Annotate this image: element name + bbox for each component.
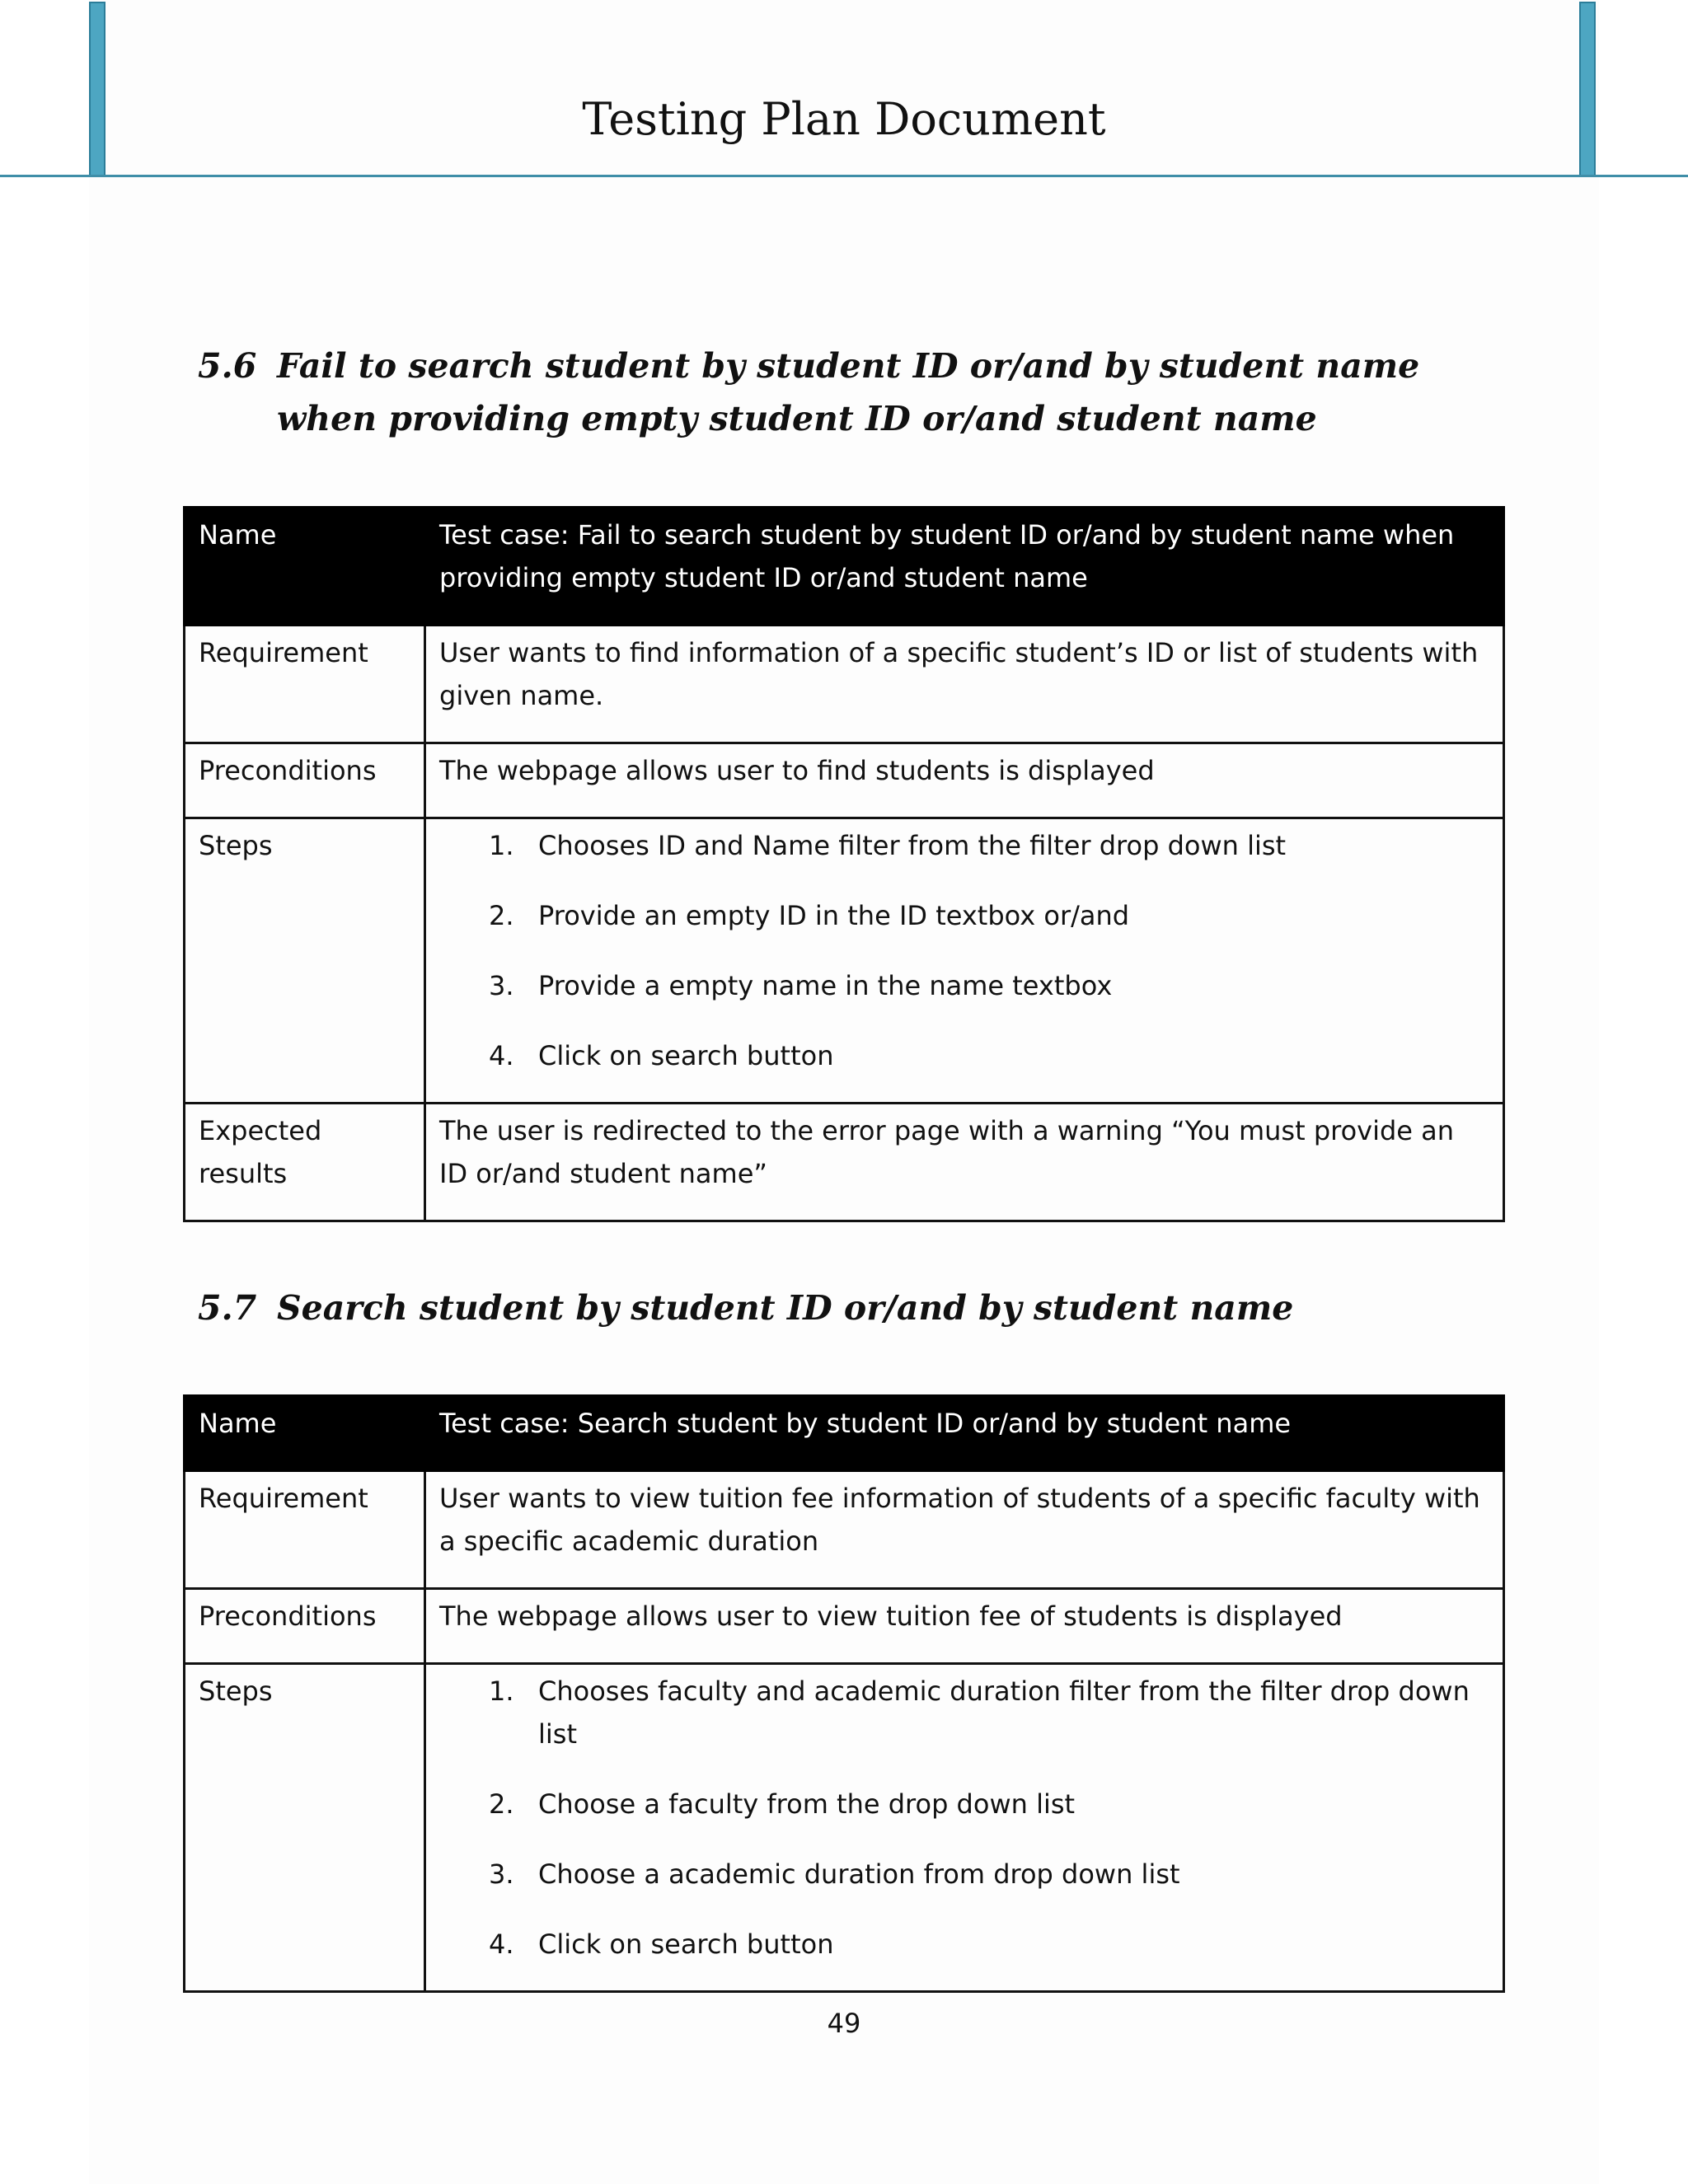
steps-value	[425, 818, 1504, 1104]
list-item	[439, 1783, 1489, 1825]
step-text: Provide an empty ID in the ID textbox or/and	[538, 900, 1130, 931]
table-row-expected-results	[185, 1104, 1504, 1221]
step-number: 1.	[489, 1675, 514, 1707]
table-row-preconditions	[185, 1589, 1504, 1664]
step-text: Provide a empty name in the name textbox	[538, 970, 1113, 1001]
steps-value	[425, 1664, 1504, 1992]
name-value: Test case: Fail to search student by student ID or/and by student name when providing empty student ID or/and student name	[425, 508, 1504, 626]
step-text: Choose a faculty from the drop down list	[538, 1788, 1076, 1820]
table-row-preconditions	[185, 743, 1504, 818]
document-header-title: Testing Plan Document	[582, 93, 1106, 145]
header-divider	[0, 175, 1688, 177]
list-item	[439, 824, 1489, 867]
table-row-name	[185, 508, 1504, 626]
name-value: Test case: Search student by student ID or/and by student name	[425, 1396, 1504, 1471]
step-number: 1.	[489, 830, 514, 861]
steps-list	[439, 824, 1489, 1077]
list-item	[439, 1670, 1489, 1755]
step-text: Click on search button	[538, 1040, 834, 1071]
step-number: 2.	[489, 1788, 514, 1820]
section-heading-5-6	[198, 340, 1484, 445]
header-accent-bar-right	[1579, 2, 1596, 176]
step-number: 3.	[489, 1858, 514, 1890]
expected-results-label: Expected results	[185, 1104, 425, 1221]
steps-list	[439, 1670, 1489, 1966]
test-case-table-5-7	[183, 1394, 1505, 1993]
list-item	[439, 1923, 1489, 1966]
section-heading-5-7	[198, 1282, 1484, 1334]
section-title: Fail to search student by student ID or/and by student name when providing empty student ID or/and student name	[277, 346, 1420, 438]
page-number: 49	[827, 2008, 861, 2039]
test-case-table-5-6	[183, 506, 1505, 1222]
requirement-value: User wants to find information of a specific student’s ID or list of students with given name.	[425, 626, 1504, 743]
list-item	[439, 1853, 1489, 1896]
section-number: 5.6	[198, 346, 257, 386]
list-item	[439, 894, 1489, 937]
table-row-steps	[185, 818, 1504, 1104]
expected-results-value: The user is redirected to the error page with a warning “You must provide an ID or/and student name”	[425, 1104, 1504, 1221]
preconditions-label: Preconditions	[185, 1589, 425, 1664]
preconditions-value: The webpage allows user to view tuition fee of students is displayed	[425, 1589, 1504, 1664]
name-label: Name	[185, 508, 425, 626]
steps-label: Steps	[185, 1664, 425, 1992]
requirement-label: Requirement	[185, 1471, 425, 1589]
header-accent-bar-left	[89, 2, 106, 176]
section-title: Search student by student ID or/and by student name	[277, 1288, 1294, 1328]
step-number: 3.	[489, 970, 514, 1001]
steps-label: Steps	[185, 818, 425, 1104]
name-label: Name	[185, 1396, 425, 1471]
step-text: Click on search button	[538, 1929, 834, 1960]
preconditions-label: Preconditions	[185, 743, 425, 818]
table-row-name	[185, 1396, 1504, 1471]
requirement-value: User wants to view tuition fee information of students of a specific faculty with a specific academic duration	[425, 1471, 1504, 1589]
table-row-requirement	[185, 1471, 1504, 1589]
list-item	[439, 964, 1489, 1007]
list-item	[439, 1034, 1489, 1077]
step-number: 4.	[489, 1929, 514, 1960]
step-text: Chooses faculty and academic duration filter from the filter drop down list	[538, 1675, 1470, 1750]
preconditions-value: The webpage allows user to find students is displayed	[425, 743, 1504, 818]
table-row-requirement	[185, 626, 1504, 743]
step-text: Choose a academic duration from drop down list	[538, 1858, 1180, 1890]
step-number: 4.	[489, 1040, 514, 1071]
step-number: 2.	[489, 900, 514, 931]
section-number: 5.7	[198, 1288, 257, 1328]
requirement-label: Requirement	[185, 626, 425, 743]
table-row-steps	[185, 1664, 1504, 1992]
step-text: Chooses ID and Name filter from the filter drop down list	[538, 830, 1287, 861]
